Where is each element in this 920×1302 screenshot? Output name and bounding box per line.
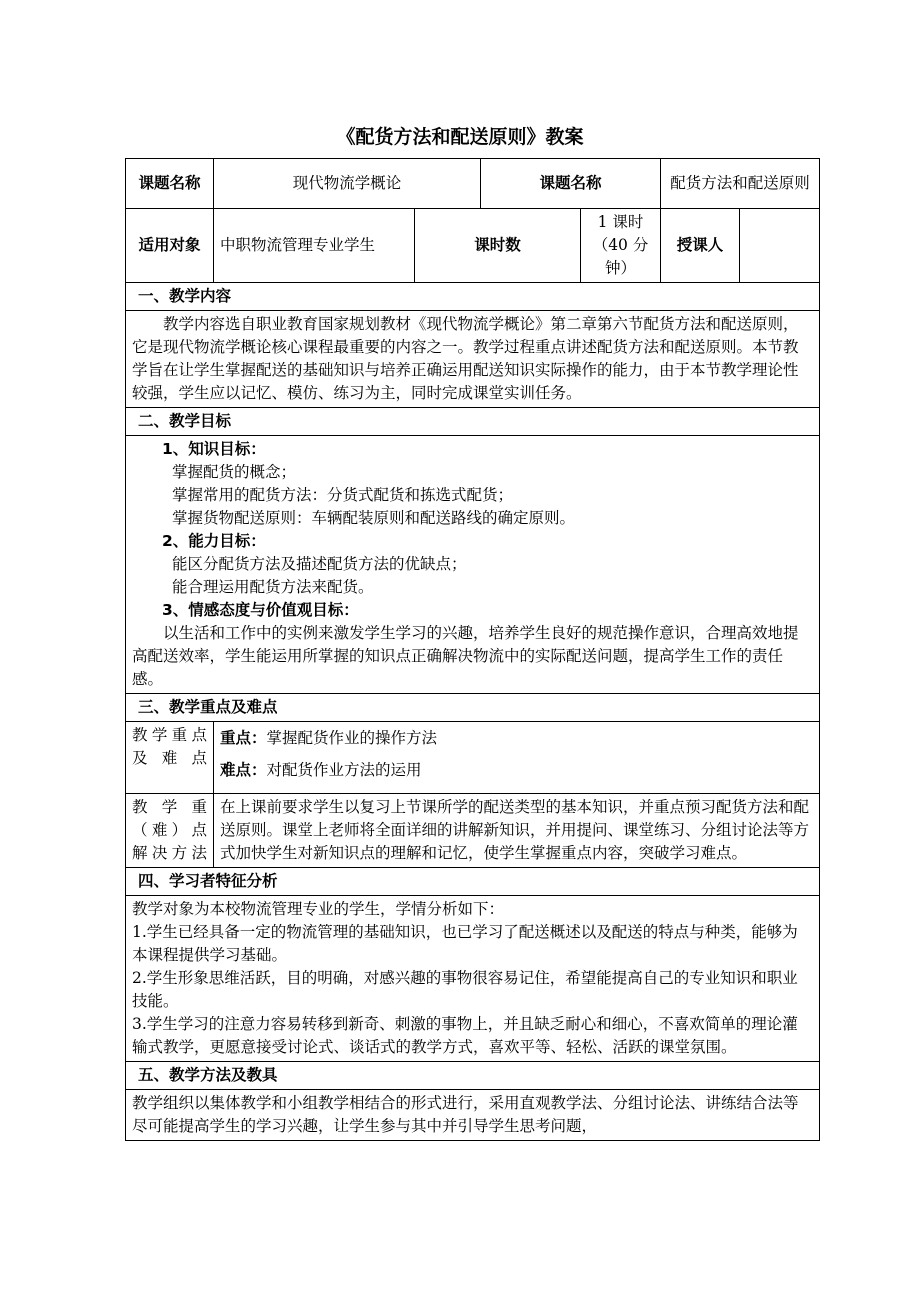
audience-value: 中职物流管理专业学生 <box>214 209 415 283</box>
ability-goal-item: 能区分配货方法及描述配货方法的优缺点； <box>172 555 467 573</box>
section-goals-heading-row <box>126 408 820 436</box>
knowledge-goal-item: 掌握货物配送原则：车辆配装原则和配送路线的确定原则。 <box>172 509 576 527</box>
document-title: 《配货方法和配送原则》教案 <box>336 126 584 148</box>
section-learners-heading: 四、学习者特征分析 <box>126 868 820 896</box>
difficult-point-text: 对配货作业方法的运用 <box>266 761 422 779</box>
difficult-point <box>220 759 813 782</box>
content-paragraph: 教学内容选自职业教育国家规划教材《现代物流学概论》第二章第六节配货方法和配送原则，它是现代物流学概论核心课程最重要的内容之一。教学过程重点讲述配货方法和配送原则。本节教学旨在让学生掌握配送的基础知识与培养正确运用配送知识实际操作的能力，由于本节教学理论性较强，学生应以记忆、模仿、练习为主，同时完成课堂实训任务。 <box>132 315 799 402</box>
key-point <box>220 727 813 750</box>
solution-row <box>126 794 820 868</box>
lesson-plan-table <box>125 158 820 1141</box>
section-keypoints-heading: 三、教学重点及难点 <box>126 694 820 722</box>
section-methods-body <box>126 1090 820 1141</box>
section-content-heading: 一、教学内容 <box>126 283 820 311</box>
keypoints-label: 教学重点及难点 <box>126 722 214 794</box>
knowledge-goal-title: 1、知识目标： <box>162 440 266 458</box>
section-methods-body-row <box>126 1090 820 1141</box>
section-learners-body-row <box>126 896 820 1062</box>
section-learners-body <box>126 896 820 1062</box>
solution-label: 教学重（难）点解决方法 <box>126 794 214 868</box>
header-row-2 <box>126 209 820 283</box>
solution-text: 在上课前要求学生以复习上节课所学的配送类型的基本知识，并重点预习配货方法和配送原则。课堂上老师将全面详细的讲解新知识，并用提问、课堂练习、分组讨论法等方式加快学生对新知识点的理解和记忆，使学生掌握重点内容，突破学习难点。 <box>214 794 820 868</box>
key-point-text: 掌握配货作业的操作方法 <box>266 729 438 747</box>
teacher-value <box>740 209 820 283</box>
section-methods-heading-row <box>126 1062 820 1090</box>
section-keypoints-heading-row <box>126 694 820 722</box>
course-name-label: 课题名称 <box>126 159 214 209</box>
topic-name-label: 课题名称 <box>481 159 661 209</box>
learners-item: 3.学生学习的注意力容易转移到新奇、刺激的事物上，并且缺乏耐心和细心，不喜欢简单的理论灌输式教学，更愿意接受讨论式、谈话式的教学方式，喜欢平等、轻松、活跃的课堂氛围。 <box>132 1015 798 1056</box>
section-goals-body-row <box>126 436 820 694</box>
keypoints-content <box>214 722 820 794</box>
learners-item: 2.学生形象思维活跃，目的明确，对感兴趣的事物很容易记住，希望能提高自己的专业知识和职业技能。 <box>132 969 798 1010</box>
section-goals-heading: 二、教学目标 <box>126 408 820 436</box>
knowledge-goal-item: 掌握常用的配货方法：分货式配货和拣选式配货； <box>172 486 514 504</box>
hours-value: 1 课时（40 分钟） <box>581 209 661 283</box>
topic-name-value: 配货方法和配送原则 <box>661 159 820 209</box>
knowledge-goal-item: 掌握配货的概念； <box>172 463 297 481</box>
teacher-label: 授课人 <box>661 209 740 283</box>
ability-goal-item: 能合理运用配货方法来配货。 <box>172 578 374 596</box>
hours-label: 课时数 <box>415 209 581 283</box>
section-content-body <box>126 311 820 408</box>
audience-label: 适用对象 <box>126 209 214 283</box>
section-content-body-row <box>126 311 820 408</box>
keypoints-row <box>126 722 820 794</box>
section-learners-heading-row <box>126 868 820 896</box>
attitude-goal-title: 3、情感态度与价值观目标： <box>162 601 359 619</box>
section-methods-heading: 五、教学方法及教具 <box>126 1062 820 1090</box>
difficult-point-label: 难点： <box>220 761 267 779</box>
section-goals-body <box>126 436 820 694</box>
attitude-goal-text: 以生活和工作中的实例来激发学生学习的兴趣，培养学生良好的规范操作意识，合理高效地提高配送效率，学生能运用所掌握的知识点正确解决物流中的实际配送问题，提高学生工作的责任感。 <box>132 624 799 688</box>
course-name-value: 现代物流学概论 <box>214 159 481 209</box>
ability-goal-title: 2、能力目标： <box>162 532 266 550</box>
key-point-label: 重点： <box>220 729 267 747</box>
methods-text: 教学组织以集体教学和小组教学相结合的形式进行，采用直观教学法、分组讨论法、讲练结合法等尽可能提高学生的学习兴趣，让学生参与其中并引导学生思考问题， <box>132 1094 799 1135</box>
learners-intro: 教学对象为本校物流管理专业的学生，学情分析如下： <box>132 900 505 918</box>
learners-item: 1.学生已经具备一定的物流管理的基础知识，也已学习了配送概述以及配送的特点与种类，能够为本课程提供学习基础。 <box>132 923 798 964</box>
section-content-heading-row <box>126 283 820 311</box>
header-row-1 <box>126 159 820 209</box>
